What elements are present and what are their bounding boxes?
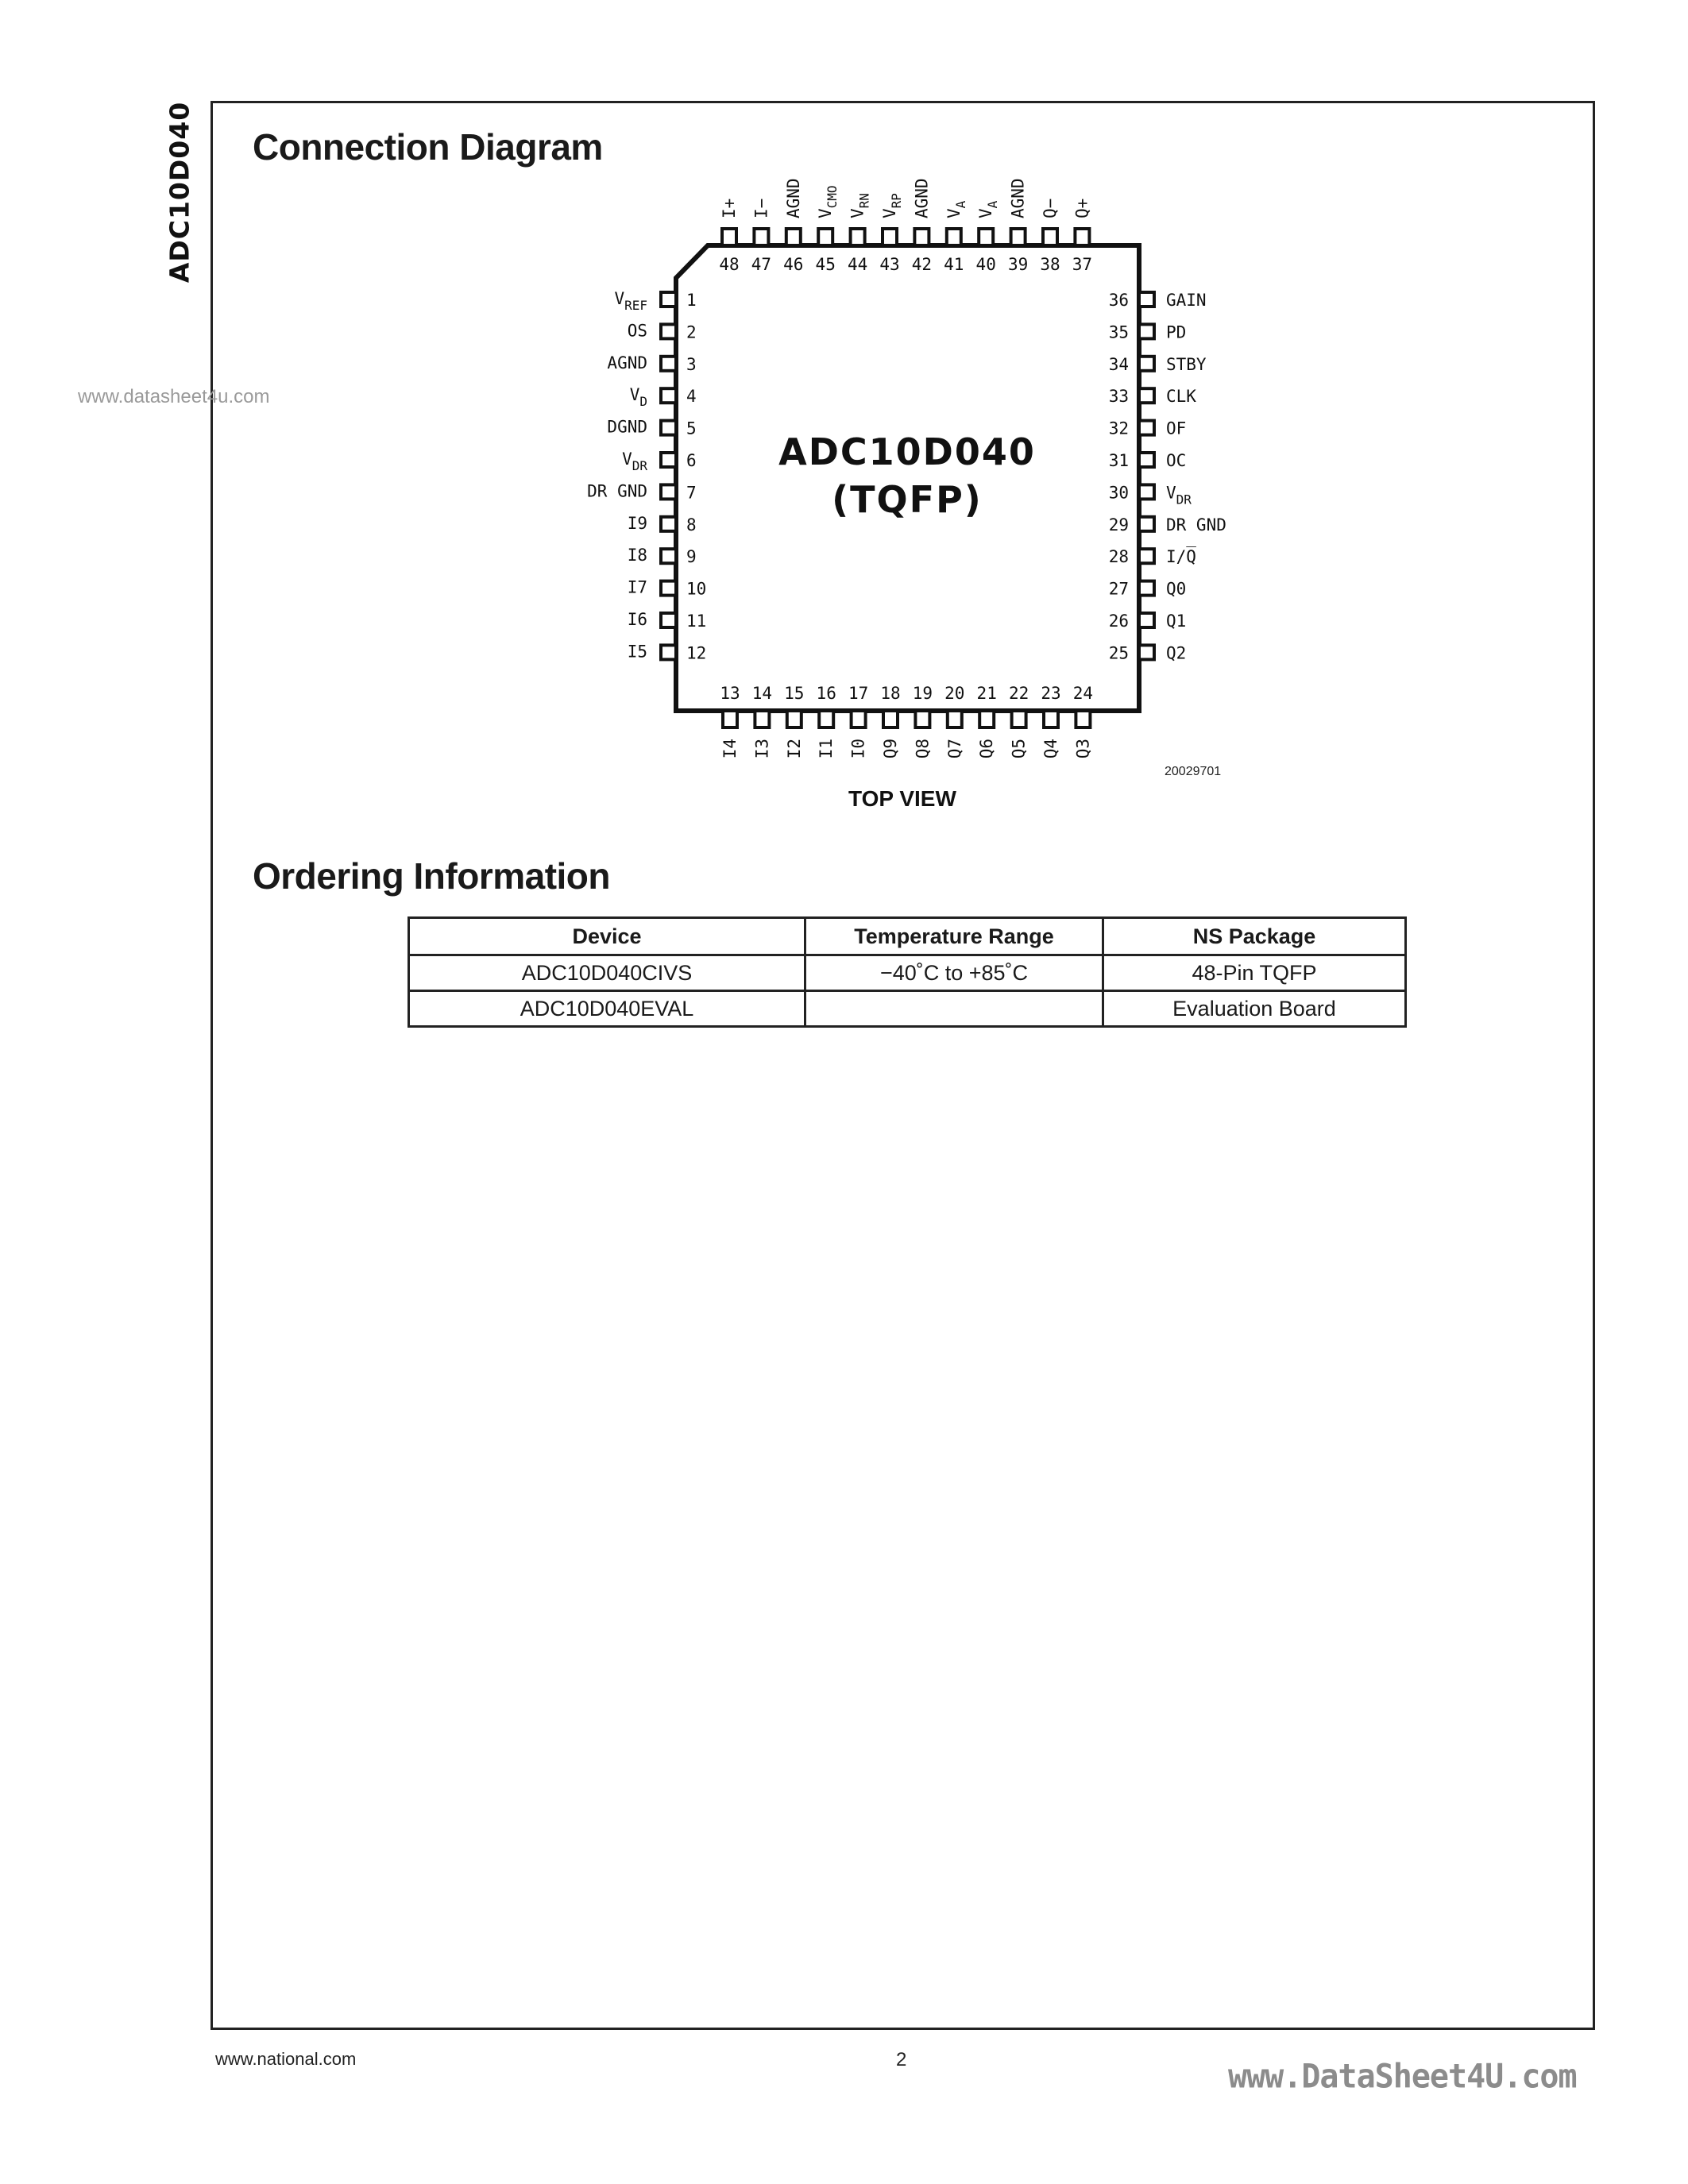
pin-pad xyxy=(1139,613,1154,627)
pin-name-label: I9 xyxy=(627,513,647,533)
pin-name-label: AGND xyxy=(1008,178,1028,218)
pin-pad xyxy=(1139,421,1154,435)
column-header-temperature-range: Temperature Range xyxy=(805,918,1103,955)
pin-number: 17 xyxy=(848,684,869,703)
pin-name-label: Q4 xyxy=(1041,739,1060,759)
pin-18 xyxy=(880,684,900,758)
pin-number: 39 xyxy=(1007,255,1029,274)
pin-number: 10 xyxy=(686,579,707,599)
pin-number: 26 xyxy=(1108,612,1129,631)
pin-14 xyxy=(752,684,772,758)
pin-pad xyxy=(661,517,676,531)
pin-pad xyxy=(1139,324,1154,338)
pin-name-label: $V_{REF}$ xyxy=(614,289,647,313)
pin-pad xyxy=(661,388,676,403)
pin-22 xyxy=(1009,684,1029,758)
pin-pad xyxy=(661,357,676,371)
pin-pad xyxy=(979,229,993,245)
pin-16 xyxy=(817,684,836,758)
cell-ns-package: Evaluation Board xyxy=(1103,991,1406,1027)
pin-35 xyxy=(1109,322,1187,341)
table-header-row xyxy=(409,918,1406,955)
pin-name-label: I1 xyxy=(817,739,836,759)
pin-number: 34 xyxy=(1108,354,1129,374)
pin-name-label: AGND xyxy=(912,178,932,218)
pin-12 xyxy=(628,642,707,662)
pin-33 xyxy=(1109,387,1197,406)
pin-pad xyxy=(979,711,994,727)
pin-number: 36 xyxy=(1108,291,1129,310)
pin-name-label: GAIN xyxy=(1166,291,1207,310)
pin-29 xyxy=(1109,515,1226,534)
pin-19 xyxy=(913,684,933,758)
pin-pad xyxy=(1139,484,1154,499)
pin-name-label: DR GND xyxy=(1166,515,1226,534)
pin-name-label: $V_A$ xyxy=(944,200,968,218)
pin-number: 8 xyxy=(686,515,697,534)
pin-pad xyxy=(661,484,676,499)
pin-number: 13 xyxy=(720,684,740,703)
pin-name-label: I+ xyxy=(720,198,739,218)
column-header-device: Device xyxy=(409,918,805,955)
pin-pad xyxy=(883,711,898,727)
pin-number: 14 xyxy=(751,684,773,703)
pin-number: 12 xyxy=(686,643,707,663)
pin-42 xyxy=(912,178,932,274)
pin-number: 2 xyxy=(686,322,697,342)
pin-pad xyxy=(1139,581,1154,596)
pin-pad xyxy=(1139,645,1154,659)
pin-number: 47 xyxy=(751,255,772,274)
pin-number: 23 xyxy=(1041,684,1061,703)
pin-name-label: Q− xyxy=(1041,198,1060,218)
pin-pad xyxy=(818,229,832,245)
pin-number: 43 xyxy=(879,255,900,274)
pin-number: 30 xyxy=(1108,483,1129,503)
pin-number: 6 xyxy=(686,451,697,470)
pin-pad xyxy=(1139,357,1154,371)
pin-pad xyxy=(819,711,833,727)
pin-36 xyxy=(1109,291,1207,310)
pin-name-label: OS xyxy=(627,321,647,341)
pin-name-label: Q1 xyxy=(1166,612,1187,631)
pin-number: 19 xyxy=(912,684,933,703)
cell-ns-package: 48-Pin TQFP xyxy=(1103,955,1406,991)
pin-pad xyxy=(1139,388,1154,403)
chip-part-name: ADC10D040 xyxy=(778,430,1036,473)
pin-number: 25 xyxy=(1108,643,1129,663)
page-number: 2 xyxy=(896,2049,907,2070)
pin-34 xyxy=(1109,355,1207,374)
pin-number: 48 xyxy=(719,255,740,274)
pin-pad xyxy=(1139,549,1154,563)
cell-temperature-range: −40˚C to +85˚C xyxy=(805,955,1103,991)
pin-4 xyxy=(630,385,697,409)
pin-name-label: $V_{CMO}$ xyxy=(816,185,840,218)
pin-pad xyxy=(661,292,676,307)
pin-pad xyxy=(1076,711,1090,727)
pin-number: 46 xyxy=(783,255,804,274)
pin-37 xyxy=(1072,199,1092,274)
pin-number: 18 xyxy=(880,684,901,703)
pin-pad xyxy=(1139,453,1154,467)
pin-name-label: I7 xyxy=(627,577,647,597)
pin-pad xyxy=(661,453,676,467)
pin-name-label: I8 xyxy=(627,546,647,565)
pin-number: 11 xyxy=(686,612,707,631)
pin-47 xyxy=(751,199,771,274)
pin-name-label: Q7 xyxy=(944,739,964,759)
pin-number: 16 xyxy=(816,684,836,703)
pin-11 xyxy=(628,610,707,631)
pin-number: 5 xyxy=(686,419,697,438)
pin-name-label: I4 xyxy=(720,739,740,759)
pin-number: 15 xyxy=(784,684,805,703)
pin-13 xyxy=(720,684,740,758)
footer-website-link[interactable]: www.national.com xyxy=(215,2049,357,2069)
pin-32 xyxy=(1109,419,1187,438)
pin-name-label: DGND xyxy=(607,417,647,437)
cell-temperature-range xyxy=(805,991,1103,1027)
pin-name-label: STBY xyxy=(1166,354,1207,374)
pin-23 xyxy=(1041,684,1060,758)
pin-number: 3 xyxy=(686,354,697,374)
pin-2 xyxy=(628,321,697,341)
ordering-information-heading: Ordering Information xyxy=(253,855,610,897)
pin-46 xyxy=(783,178,803,274)
pin-name-label: OC xyxy=(1166,451,1187,470)
pin-pad xyxy=(1075,229,1089,245)
pin-48 xyxy=(719,199,739,274)
pin-name-label: Q5 xyxy=(1009,739,1029,759)
pin-10 xyxy=(628,578,707,599)
figure-code: 20029701 xyxy=(1165,765,1222,778)
pin-pad xyxy=(723,711,737,727)
pin-pad xyxy=(1139,517,1154,531)
cell-device: ADC10D040CIVS xyxy=(409,955,805,991)
pin-39 xyxy=(1008,178,1028,274)
pin-number: 35 xyxy=(1108,322,1129,342)
pin-pad xyxy=(883,229,897,245)
pin-number: 24 xyxy=(1072,684,1094,703)
pin-number: 9 xyxy=(686,547,697,567)
pin-pad xyxy=(661,549,676,563)
pin-pad xyxy=(1139,292,1154,307)
pin-name-label: $V_{RP}$ xyxy=(880,193,904,218)
pin-pad xyxy=(948,711,962,727)
pin-name-label: AGND xyxy=(607,353,647,372)
pin-number: 29 xyxy=(1108,515,1129,534)
pin-pad xyxy=(661,645,676,659)
pin-8 xyxy=(628,514,697,534)
column-header-ns-package: NS Package xyxy=(1103,918,1406,955)
pin-number: 42 xyxy=(911,255,933,274)
pin-name-label: $V_A$ xyxy=(976,200,1001,218)
pin-pad xyxy=(754,229,768,245)
watermark-link[interactable]: www.datasheet4u.com xyxy=(78,386,270,407)
pin-name-label: $V_{RN}$ xyxy=(848,193,872,218)
pin-number: 40 xyxy=(975,255,996,274)
pin-name-label: Q0 xyxy=(1166,579,1187,599)
pin-number: 33 xyxy=(1108,387,1129,407)
connection-diagram xyxy=(0,0,1688,874)
pin-pad xyxy=(787,711,802,727)
cell-device: ADC10D040EVAL xyxy=(409,991,805,1027)
pin-number: 38 xyxy=(1040,255,1060,274)
pin-9 xyxy=(628,546,697,566)
top-view-caption: TOP VIEW xyxy=(848,786,956,811)
pin-number: 37 xyxy=(1072,255,1093,274)
connection-diagram-heading: Connection Diagram xyxy=(253,126,603,168)
pin-number: 31 xyxy=(1108,451,1129,470)
pin-pad xyxy=(1011,229,1026,245)
pin-pad xyxy=(755,711,769,727)
footer-brand-link[interactable]: www.DataSheet4U.com xyxy=(1228,2057,1577,2097)
pin-pad xyxy=(915,711,929,727)
pin-28 xyxy=(1109,546,1197,566)
pin-pad xyxy=(1012,711,1026,727)
pin-name-label: OF xyxy=(1166,419,1187,438)
pin-17 xyxy=(848,684,868,758)
pin-15 xyxy=(784,684,804,758)
pin-number: 22 xyxy=(1008,684,1029,703)
pin-pad xyxy=(851,229,865,245)
pin-name-label: $V_{DR}$ xyxy=(1166,483,1192,507)
pin-pad xyxy=(661,421,676,435)
pin-number: 32 xyxy=(1108,419,1129,438)
pin-pad xyxy=(661,613,676,627)
pin-pad xyxy=(947,229,961,245)
chip-package-name: (TQFP) xyxy=(832,478,983,521)
pin-pad xyxy=(786,229,801,245)
pin-number: 1 xyxy=(686,291,697,310)
pin-name-label: I− xyxy=(751,198,771,218)
pin-name-label: PD xyxy=(1166,322,1187,342)
pin-number: 44 xyxy=(847,255,868,274)
pin-pad xyxy=(852,711,866,727)
pin-name-label: CLK xyxy=(1166,387,1196,407)
pin-pad xyxy=(661,581,676,596)
pin-pad xyxy=(1044,711,1058,727)
pin-number: 21 xyxy=(976,684,997,703)
pin-name-label: Q3 xyxy=(1073,739,1093,759)
pin-25 xyxy=(1109,643,1187,662)
pin-pad xyxy=(661,324,676,338)
pin-name-label: Q6 xyxy=(977,739,997,759)
pin-name-label: Q2 xyxy=(1166,643,1187,663)
pin-pad xyxy=(1043,229,1057,245)
pin-name-label: $V_D$ xyxy=(629,385,647,410)
pin-20 xyxy=(944,684,964,758)
side-part-number-text: ADC10D040 xyxy=(164,101,195,284)
pin-name-label: I/Q̅ xyxy=(1166,547,1196,567)
pin-name-label: Q8 xyxy=(913,739,933,759)
pin-26 xyxy=(1109,612,1187,631)
pin-31 xyxy=(1109,451,1187,470)
pin-number: 45 xyxy=(815,255,836,274)
table-row xyxy=(409,955,1406,991)
pin-name-label: $V_{DR}$ xyxy=(622,450,647,473)
pin-pad xyxy=(914,229,929,245)
pin-number: 20 xyxy=(944,684,965,703)
pin-number: 41 xyxy=(944,255,964,274)
pin-name-label: Q+ xyxy=(1072,198,1092,218)
pin-24 xyxy=(1073,684,1093,758)
pin-name-label: I0 xyxy=(848,739,868,759)
pin-38 xyxy=(1040,199,1060,274)
pin-number: 27 xyxy=(1108,579,1129,599)
pin-21 xyxy=(977,684,997,758)
pin-pad xyxy=(722,229,736,245)
pin-name-label: DR GND xyxy=(587,481,647,501)
pin-number: 28 xyxy=(1108,547,1129,567)
pin-name-label: I3 xyxy=(752,739,772,759)
pin-name-label: AGND xyxy=(783,178,803,218)
table-row xyxy=(409,991,1406,1027)
pin-name-label: I6 xyxy=(627,610,647,629)
pin-name-label: Q9 xyxy=(881,739,900,759)
pin-27 xyxy=(1109,580,1187,599)
pin-name-label: I5 xyxy=(627,642,647,662)
ordering-table xyxy=(408,916,1407,1028)
pin-number: 7 xyxy=(686,483,697,503)
tqfp-pinout-figure xyxy=(0,0,1688,874)
pin-name-label: I2 xyxy=(784,739,804,759)
pin-number: 4 xyxy=(686,387,697,407)
